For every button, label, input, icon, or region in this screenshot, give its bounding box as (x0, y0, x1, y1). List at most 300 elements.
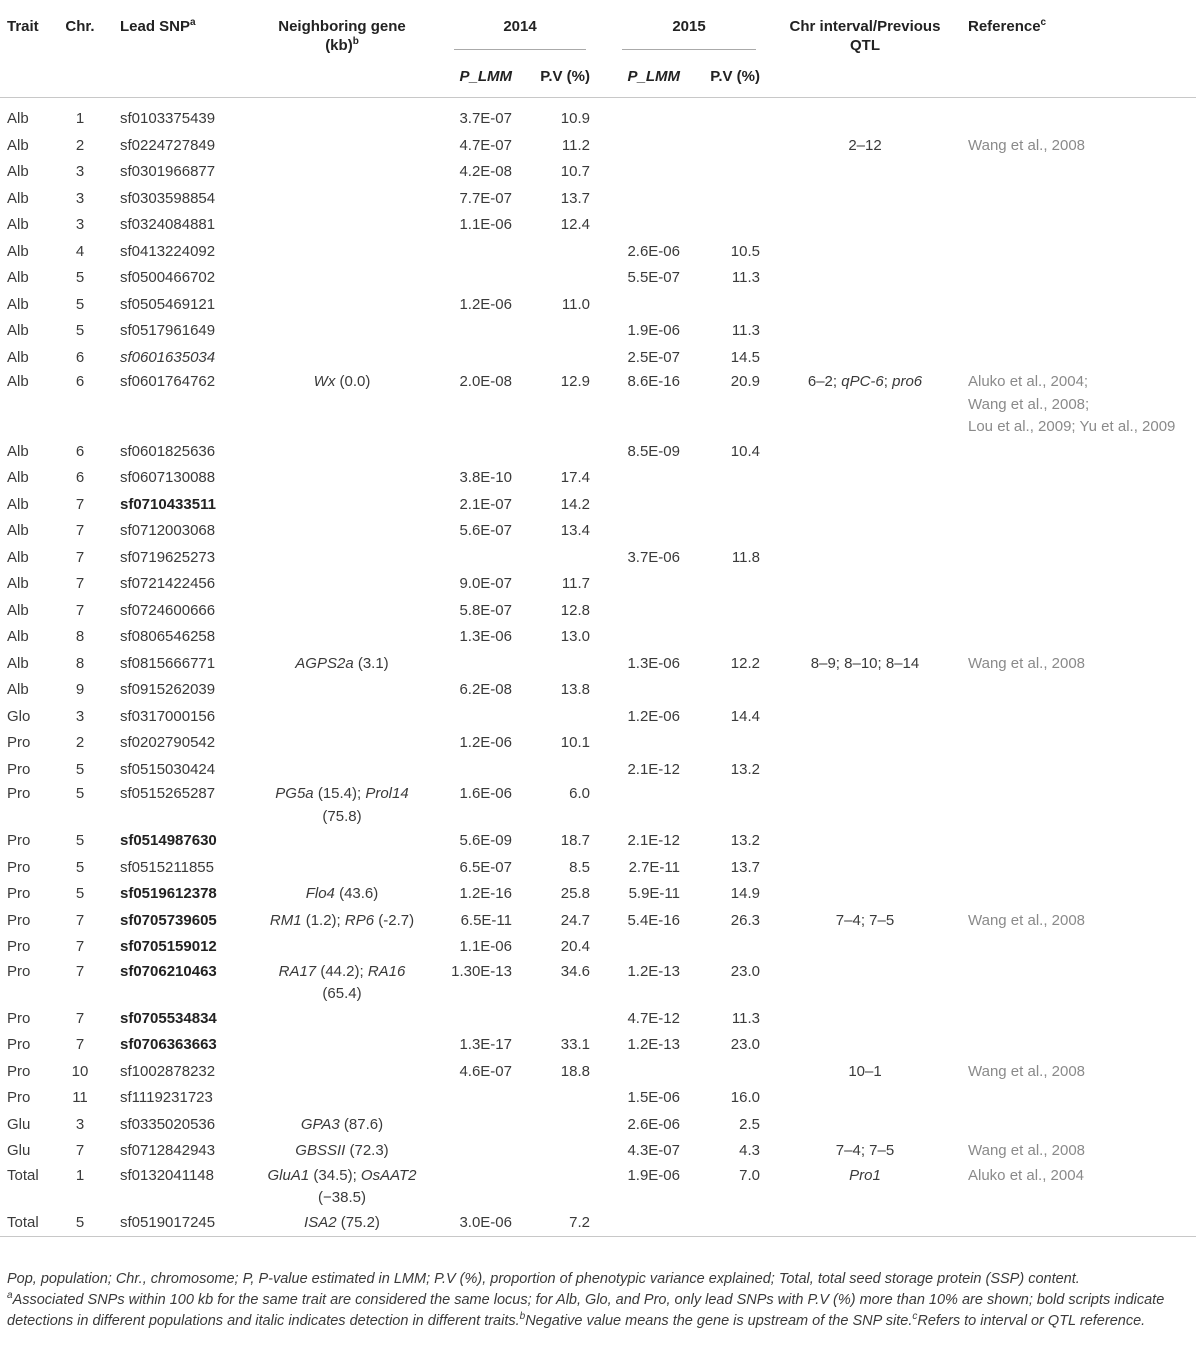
chr-cell: 3 (75, 707, 85, 725)
trait-cell: Pro (7, 832, 31, 849)
pv-2015-cell: 14.4 (730, 707, 760, 725)
reference-cell (956, 239, 1196, 266)
pv-2015-cell: 10.5 (730, 242, 760, 260)
reference-cell: Wang et al., 2008 (968, 1062, 1086, 1080)
reference-cell (956, 783, 1196, 828)
neighboring-gene-cell (248, 855, 436, 882)
reference-cell (956, 881, 1196, 908)
table-row (0, 730, 1196, 757)
lead-snp-cell: sf0705534834 (120, 1009, 217, 1027)
lead-snp-cell: sf0515030424 (120, 760, 216, 778)
neighboring-gene-cell (248, 239, 436, 266)
table-row (0, 1165, 1196, 1210)
pv-2015-cell: 14.9 (730, 885, 760, 902)
trait-cell: Alb (7, 136, 29, 154)
pv-2015-cell: 11.3 (731, 1009, 760, 1027)
p-lmm-2014-cell: 1.2E-06 (459, 295, 512, 313)
p-lmm-2014-cell: 1.30E-13 (451, 962, 512, 980)
table-row (0, 651, 1196, 678)
p-lmm-2014-cell: 1.6E-06 (459, 785, 512, 802)
reference-cell (956, 212, 1196, 239)
pv-2015-cell (694, 934, 774, 961)
p-lmm-2014-cell: 1.3E-17 (459, 1036, 512, 1053)
p-lmm-2015-cell: 1.2E-13 (627, 1036, 680, 1053)
chr-cell: 1 (75, 110, 85, 127)
header-pv-2014: P.V (%) (526, 61, 604, 98)
pv-2014-cell: 6.0 (569, 785, 590, 802)
lead-snp-cell: sf0324084881 (120, 216, 216, 233)
trait-cell: Pro (7, 760, 31, 778)
neighboring-gene-cell (248, 345, 436, 372)
interval-cell (774, 212, 956, 239)
lead-snp-cell: sf0335020536 (120, 1115, 216, 1133)
lead-snp-cell: sf0724600666 (120, 601, 216, 619)
pv-2014-cell (526, 1138, 604, 1165)
neighboring-gene-cell (248, 265, 436, 292)
interval-cell (774, 598, 956, 625)
chr-cell: 5 (75, 322, 85, 339)
p-lmm-2014-cell (436, 345, 526, 372)
neighboring-gene-cell (248, 465, 436, 492)
lead-snp-cell: sf0719625273 (120, 548, 216, 566)
lead-snp-cell: sf0806546258 (120, 628, 216, 645)
pv-2015-cell: 7.0 (739, 1166, 760, 1184)
pv-2015-cell: 13.2 (730, 832, 760, 849)
interval-cell (774, 239, 956, 266)
trait-cell: Pro (7, 858, 31, 876)
trait-cell: Glu (7, 1142, 31, 1159)
p-lmm-2014-cell (436, 1165, 526, 1210)
p-lmm-2015-cell: 2.6E-06 (627, 242, 680, 260)
pv-2014-cell (526, 1085, 604, 1112)
table-row (0, 1138, 1196, 1165)
trait-cell: Alb (7, 242, 29, 260)
trait-cell: Pro (7, 785, 31, 802)
pv-2014-cell: 12.4 (560, 216, 590, 233)
chr-cell: 3 (75, 189, 85, 207)
lead-snp-cell: sf0515211855 (120, 858, 214, 876)
interval-cell: 8–9; 8–10; 8–14 (810, 654, 920, 672)
reference-cell (956, 1112, 1196, 1139)
pv-2015-cell: 14.5 (730, 348, 760, 366)
pv-2014-cell: 34.6 (560, 962, 590, 980)
neighboring-gene-cell: RM1 (1.2); RP6 (-2.7) (269, 911, 415, 929)
trait-cell: Total (0, 1210, 52, 1237)
reference-cell: Wang et al., 2008 (968, 136, 1086, 154)
chr-cell: 5 (75, 885, 85, 902)
chr-cell: 1 (75, 1166, 85, 1184)
lead-snp-cell: sf0710433511 (120, 495, 216, 513)
trait-cell: Alb (7, 469, 29, 486)
p-lmm-2014-cell (436, 545, 526, 572)
reference-cell (956, 757, 1196, 784)
header-p-lmm-2014: P_LMM (436, 61, 526, 98)
pv-2015-cell: 11.3 (731, 322, 760, 339)
reference-cell (956, 624, 1196, 651)
reference-cell (956, 961, 1196, 1006)
chr-cell: 10 (71, 1062, 89, 1080)
chr-cell: 7 (75, 911, 85, 929)
chr-cell: 6 (75, 348, 85, 366)
p-lmm-2014-cell: 4.6E-07 (459, 1062, 512, 1080)
table-row (0, 828, 1196, 855)
pv-2015-cell: 23.0 (730, 1036, 760, 1053)
chr-cell: 5 (52, 1210, 108, 1237)
interval-cell (774, 492, 956, 519)
table-row (0, 212, 1196, 239)
reference-cell (956, 518, 1196, 545)
trait-cell: Alb (7, 628, 29, 645)
pv-2014-cell (526, 1006, 604, 1033)
reference-cell (956, 1032, 1196, 1059)
neighboring-gene-cell: GluA1 (34.5); OsAAT2 (−38.5) (267, 1166, 417, 1206)
interval-cell (774, 677, 956, 704)
neighboring-gene-cell (248, 730, 436, 757)
pv-2014-cell: 13.0 (560, 628, 590, 645)
chr-cell: 7 (75, 495, 85, 513)
header-lead-snp: Lead SNP$^a$ (108, 4, 248, 98)
table-row (0, 133, 1196, 160)
p-lmm-2015-cell (604, 212, 694, 239)
header-year-2015: 2015 (604, 4, 774, 61)
lead-snp-cell: sf0815666771 (120, 654, 216, 672)
p-lmm-2014-cell: 6.5E-07 (459, 858, 512, 876)
chr-cell: 9 (75, 681, 85, 698)
reference-cell (956, 1210, 1196, 1237)
interval-cell (774, 961, 956, 1006)
p-lmm-2015-cell (604, 677, 694, 704)
p-lmm-2015-cell (604, 518, 694, 545)
neighboring-gene-cell (248, 159, 436, 186)
neighboring-gene-cell: AGPS2a (3.1) (295, 654, 389, 672)
table-body (0, 106, 1196, 1237)
p-lmm-2015-cell: 8.5E-09 (627, 442, 680, 460)
trait-cell: Alb (7, 189, 29, 207)
neighboring-gene-cell (248, 133, 436, 160)
lead-snp-cell: sf0706210463 (120, 962, 217, 980)
neighboring-gene-cell (248, 292, 436, 319)
table-row (0, 439, 1196, 466)
interval-cell (774, 757, 956, 784)
interval-cell (774, 186, 956, 213)
interval-cell: 6–2; qPC-6; pro6 (807, 373, 923, 390)
pv-2014-cell (526, 318, 604, 345)
neighboring-gene-cell (248, 439, 436, 466)
pv-2015-cell (694, 465, 774, 492)
reference-cell: Wang et al., 2008 (968, 1142, 1086, 1159)
p-lmm-2015-cell (604, 186, 694, 213)
p-lmm-2015-cell: 2.6E-06 (627, 1115, 680, 1133)
trait-cell: Glu (7, 1115, 31, 1133)
neighboring-gene-cell (248, 571, 436, 598)
pv-2015-cell (694, 159, 774, 186)
trait-cell: Alb (7, 681, 29, 698)
pv-2015-cell (694, 598, 774, 625)
reference-cell (956, 265, 1196, 292)
lead-snp-cell: sf0705159012 (120, 938, 217, 955)
lead-snp-cell: sf0301966877 (120, 163, 216, 180)
interval-cell (774, 855, 956, 882)
lead-snp-cell: sf0601764762 (120, 373, 216, 390)
chr-cell: 3 (75, 163, 85, 180)
neighboring-gene-cell (248, 318, 436, 345)
chr-cell: 5 (75, 832, 85, 849)
pv-2015-cell (694, 212, 774, 239)
reference-cell (956, 186, 1196, 213)
p-lmm-2014-cell: 5.6E-09 (459, 832, 512, 849)
interval-cell (774, 265, 956, 292)
p-lmm-2014-cell: 3.0E-06 (436, 1210, 526, 1237)
trait-cell: Alb (7, 216, 29, 233)
neighboring-gene-cell (248, 106, 436, 133)
p-lmm-2015-cell: 1.9E-06 (627, 1166, 680, 1184)
neighboring-gene-cell: ISA2 (75.2) (248, 1210, 436, 1237)
table-row (0, 492, 1196, 519)
header-reference: Reference$^c$ (956, 4, 1196, 98)
table-footnote: Pop, population; Chr., chromosome; P, P-value estimated in LMM; P.V (%), proportion of phenotypic variance explained; Total, total seed storage protein (SSP) content. $^a$Associated SNPs within 100 kb for the same trait are considered the same locus; for Alb, Glo, and Pro, only lead SNPs with P.V (%) more than 10% are shown; bold scripts indicate detections in different populations and italic indicates detection in different traits.$^b$Negative value means the gene is upstream of the SNP site.$^c$Refers to interval or QTL reference. (7, 1271, 1165, 1329)
lead-snp-cell: sf0915262039 (120, 681, 216, 698)
pv-2015-cell (694, 783, 774, 828)
p-lmm-2014-cell: 7.7E-07 (459, 189, 512, 207)
reference-cell (956, 677, 1196, 704)
p-lmm-2014-cell: 4.7E-07 (459, 136, 512, 154)
interval-cell (774, 292, 956, 319)
header-p-lmm-2015: P_LMM (604, 61, 694, 98)
table-row (0, 855, 1196, 882)
lead-snp-cell: sf0202790542 (120, 734, 216, 751)
neighboring-gene-cell (248, 1059, 436, 1086)
lead-snp-cell: sf0705739605 (120, 911, 217, 929)
pv-2015-cell: 4.3 (739, 1142, 760, 1159)
header-chr: Chr. (52, 4, 108, 98)
pv-2015-cell: 12.2 (730, 654, 760, 672)
trait-cell: Alb (7, 654, 29, 672)
pv-2015-cell (694, 292, 774, 319)
lead-snp-cell: sf0607130088 (120, 469, 216, 486)
interval-cell (774, 518, 956, 545)
pv-2014-cell: 11.7 (561, 575, 590, 592)
chr-cell: 8 (75, 628, 85, 645)
table-row (0, 1032, 1196, 1059)
p-lmm-2015-cell: 2.1E-12 (627, 832, 680, 849)
pv-2014-cell (526, 1165, 604, 1210)
pv-2015-cell (694, 186, 774, 213)
pv-2015-cell (694, 518, 774, 545)
table-row (0, 677, 1196, 704)
pv-2014-cell (526, 545, 604, 572)
neighboring-gene-cell (248, 1085, 436, 1112)
neighboring-gene-cell (248, 1032, 436, 1059)
neighboring-gene-cell: Wx (0.0) (313, 373, 371, 390)
pv-2014-cell: 13.4 (560, 522, 590, 539)
pv-2014-cell: 25.8 (560, 885, 590, 902)
chr-cell: 2 (75, 734, 85, 751)
table-row (0, 881, 1196, 908)
pv-2014-cell: 10.9 (560, 110, 590, 127)
lead-snp-cell: sf0706363663 (120, 1036, 217, 1053)
reference-cell (956, 106, 1196, 133)
p-lmm-2015-cell: 1.2E-06 (627, 707, 680, 725)
trait-cell: Pro (7, 938, 31, 955)
interval-cell (774, 465, 956, 492)
trait-cell: Pro (7, 1009, 31, 1027)
neighboring-gene-cell (248, 704, 436, 731)
p-lmm-2014-cell: 3.7E-07 (459, 110, 512, 127)
reference-cell (956, 159, 1196, 186)
lead-snp-cell: sf0514987630 (120, 832, 217, 849)
table-row (0, 239, 1196, 266)
table-row (0, 783, 1196, 828)
p-lmm-2015-cell (604, 1059, 694, 1086)
reference-cell (956, 934, 1196, 961)
chr-cell: 7 (75, 962, 85, 980)
chr-cell: 7 (75, 548, 85, 566)
table-header (0, 4, 1196, 98)
chr-cell: 7 (75, 1142, 85, 1159)
reference-cell (956, 292, 1196, 319)
header-neighboring-gene: Neighboring gene (kb)$^b$ (248, 4, 436, 98)
interval-cell (774, 704, 956, 731)
trait-cell: Alb (7, 601, 29, 619)
p-lmm-2014-cell: 2.0E-08 (459, 373, 512, 390)
table-row (0, 518, 1196, 545)
interval-cell (774, 828, 956, 855)
table-row (0, 545, 1196, 572)
lead-snp-cell: sf0224727849 (120, 136, 216, 154)
trait-cell: Alb (7, 110, 29, 127)
chr-cell: 3 (75, 216, 85, 233)
table-row (0, 624, 1196, 651)
pv-2014-cell: 8.5 (569, 858, 590, 876)
neighboring-gene-cell (248, 212, 436, 239)
interval-cell (774, 1210, 956, 1237)
trait-cell: Pro (7, 1036, 31, 1053)
chr-cell: 6 (75, 373, 85, 390)
table-row (0, 961, 1196, 1006)
trait-cell: Pro (7, 1089, 31, 1106)
pv-2015-cell (694, 677, 774, 704)
neighboring-gene-cell: PG5a (15.4); Prol14 (75.8) (275, 785, 409, 825)
chr-cell: 5 (75, 785, 85, 802)
chr-cell: 3 (75, 1115, 85, 1133)
reference-cell (956, 855, 1196, 882)
lead-snp-cell: sf0317000156 (120, 707, 216, 725)
table-row (0, 345, 1196, 372)
interval-cell (774, 571, 956, 598)
p-lmm-2014-cell: 1.2E-16 (459, 885, 512, 902)
pv-2014-cell: 14.2 (560, 495, 590, 513)
trait-cell: Alb (7, 522, 29, 539)
p-lmm-2015-cell: 5.4E-16 (627, 911, 680, 929)
snp-association-table (0, 4, 1196, 1237)
pv-2015-cell: 16.0 (730, 1089, 760, 1106)
p-lmm-2014-cell: 1.2E-06 (459, 734, 512, 751)
pv-2014-cell (526, 704, 604, 731)
trait-cell: Alb (7, 322, 29, 339)
p-lmm-2015-cell: 8.6E-16 (627, 373, 680, 390)
p-lmm-2014-cell: 4.2E-08 (459, 163, 512, 180)
pv-2014-cell: 17.4 (560, 469, 590, 486)
header-year-2014: 2014 (436, 4, 604, 61)
interval-cell: 10–1 (848, 1062, 882, 1080)
trait-cell: Alb (7, 163, 29, 180)
p-lmm-2014-cell: 1.3E-06 (459, 628, 512, 645)
chr-cell: 7 (75, 1009, 85, 1027)
neighboring-gene-cell (248, 1006, 436, 1033)
chr-cell: 8 (75, 654, 85, 672)
interval-cell (774, 1032, 956, 1059)
neighboring-gene-cell: GPA3 (87.6) (300, 1115, 384, 1133)
table-row (0, 1112, 1196, 1139)
interval-cell (774, 318, 956, 345)
table-row (0, 598, 1196, 625)
pv-2014-cell: 24.7 (560, 911, 590, 929)
lead-snp-cell: sf0132041148 (120, 1166, 214, 1184)
pv-2015-cell (694, 1210, 774, 1237)
chr-cell: 11 (72, 1089, 88, 1106)
p-lmm-2015-cell: 1.3E-06 (627, 654, 680, 672)
lead-snp-cell: sf0515265287 (120, 785, 216, 802)
pv-2014-cell (526, 345, 604, 372)
p-lmm-2014-cell (436, 1006, 526, 1033)
trait-cell: Pro (7, 962, 31, 980)
p-lmm-2014-cell (436, 651, 526, 678)
lead-snp-cell: sf0712842943 (120, 1142, 216, 1159)
p-lmm-2015-cell (604, 465, 694, 492)
pv-2014-cell: 12.8 (560, 601, 590, 619)
neighboring-gene-cell (248, 934, 436, 961)
pv-2014-cell (526, 1112, 604, 1139)
reference-cell (956, 704, 1196, 731)
interval-cell: 7–4; 7–5 (835, 1142, 895, 1159)
p-lmm-2015-cell (604, 106, 694, 133)
p-lmm-2015-cell: 2.1E-12 (627, 760, 680, 778)
interval-cell (774, 159, 956, 186)
pv-2015-cell: 2.5 (739, 1115, 760, 1133)
p-lmm-2015-cell (604, 783, 694, 828)
p-lmm-2015-cell (604, 1210, 694, 1237)
lead-snp-cell: sf0517961649 (120, 322, 216, 339)
table-row (0, 371, 1196, 439)
neighboring-gene-cell: Flo4 (43.6) (305, 885, 379, 902)
pv-2014-cell (526, 757, 604, 784)
pv-2014-cell: 33.1 (560, 1036, 590, 1053)
reference-cell (956, 545, 1196, 572)
reference-cell: Wang et al., 2008 (968, 654, 1086, 672)
pv-2014-cell (526, 265, 604, 292)
table-row (0, 934, 1196, 961)
table-row (0, 186, 1196, 213)
p-lmm-2015-cell (604, 598, 694, 625)
p-lmm-2015-cell: 5.5E-07 (627, 269, 680, 286)
chr-cell: 7 (75, 522, 85, 539)
trait-cell: Alb (7, 373, 29, 390)
reference-cell (956, 1085, 1196, 1112)
pv-2015-cell: 20.9 (730, 373, 760, 390)
p-lmm-2014-cell (436, 1085, 526, 1112)
reference-cell (956, 1006, 1196, 1033)
trait-cell: Pro (7, 911, 31, 929)
table-row (0, 1059, 1196, 1086)
neighboring-gene-cell (248, 828, 436, 855)
table-row (0, 318, 1196, 345)
neighboring-gene-cell (248, 186, 436, 213)
chr-cell: 7 (75, 575, 85, 592)
reference-cell (956, 828, 1196, 855)
reference-cell: Aluko et al., 2004 (968, 1166, 1084, 1184)
p-lmm-2015-cell: 5.9E-11 (628, 885, 680, 902)
interval-cell (774, 730, 956, 757)
